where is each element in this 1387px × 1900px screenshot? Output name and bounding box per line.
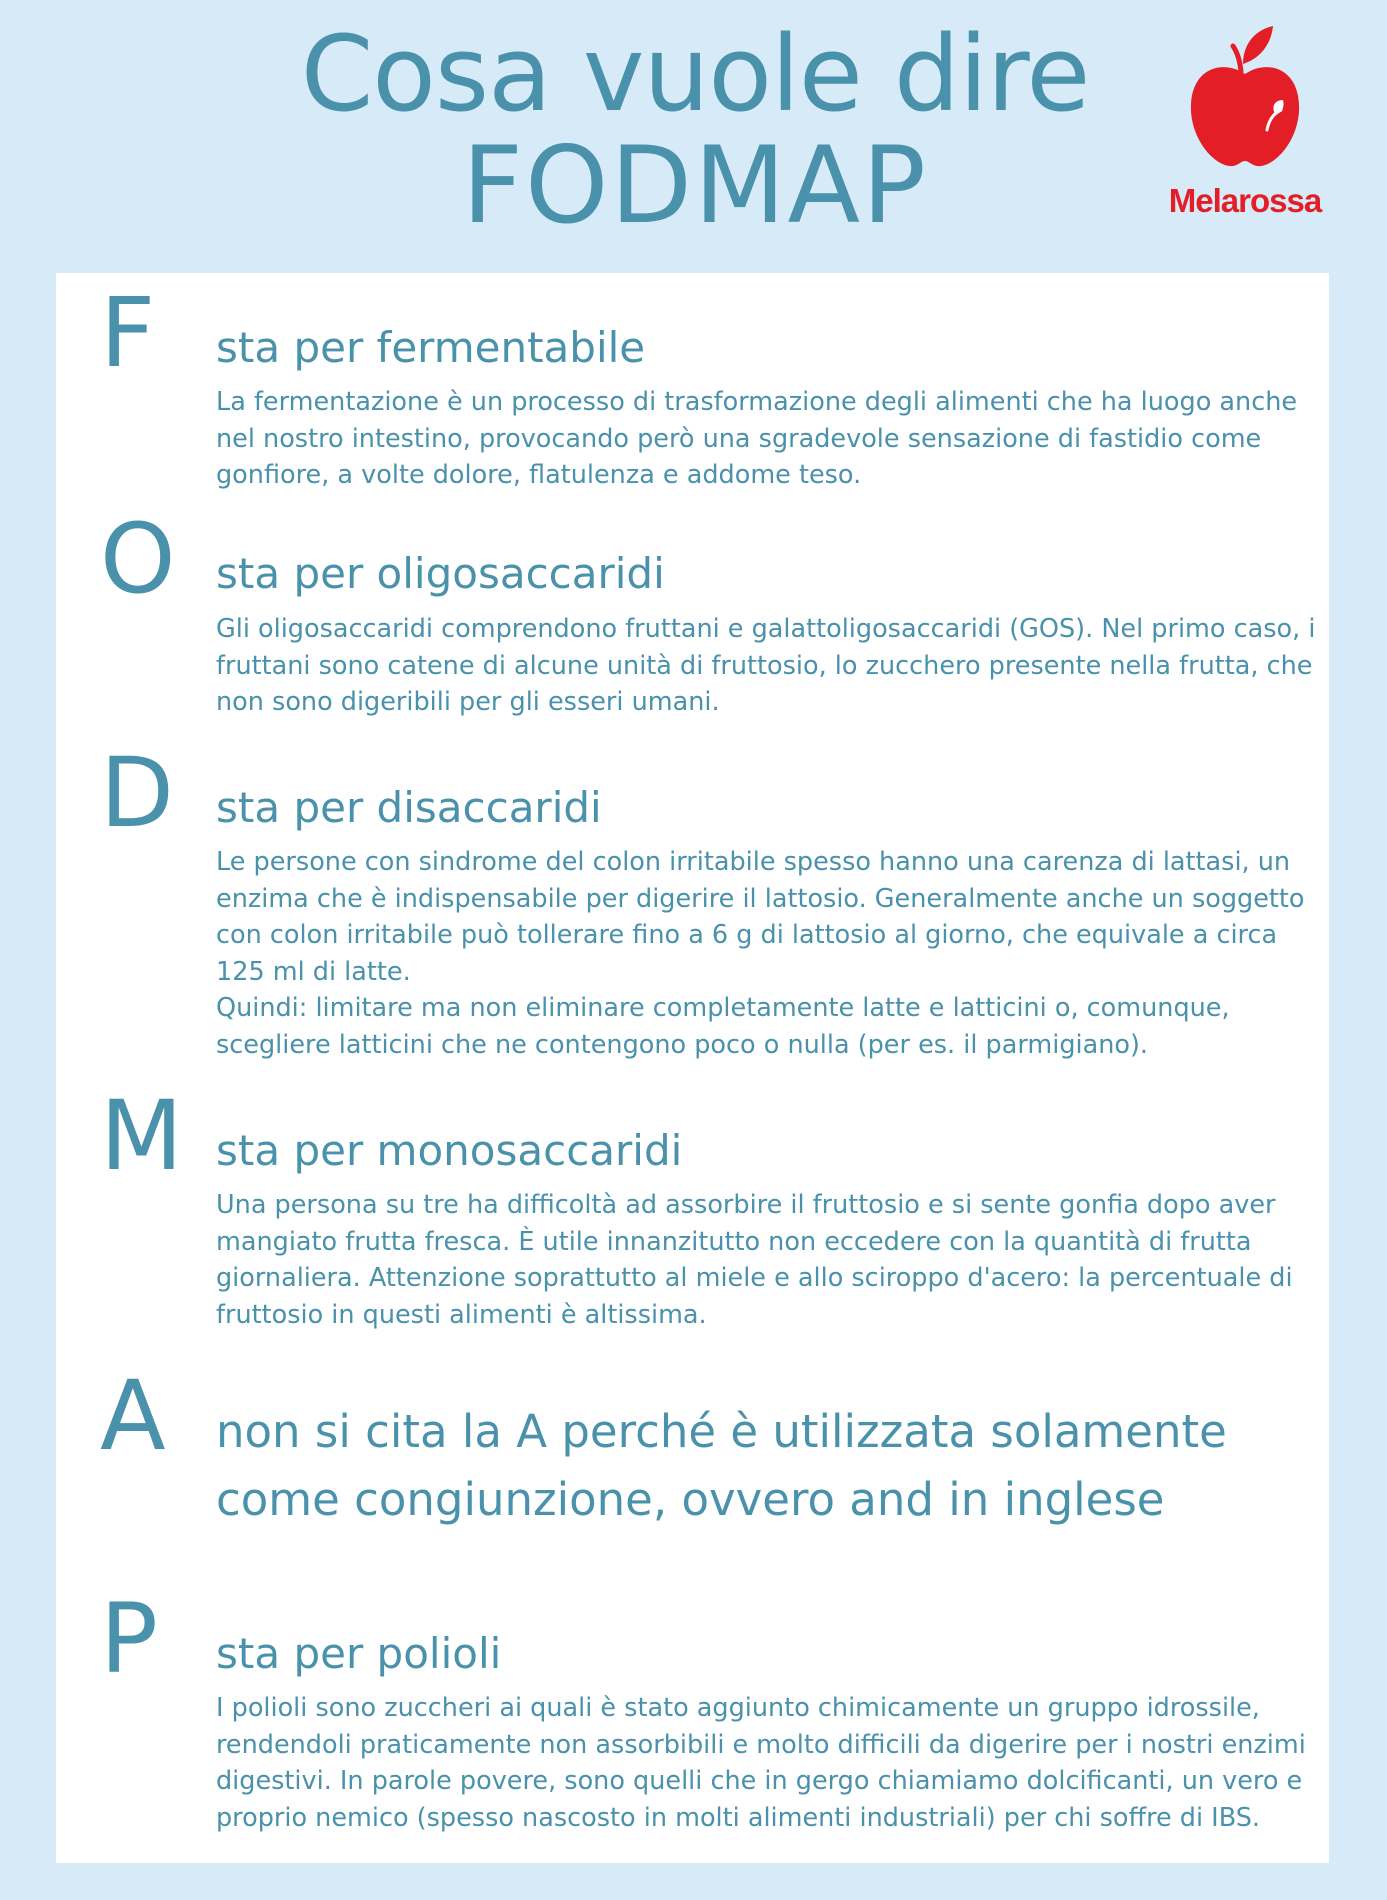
title-line-2: FODMAP bbox=[462, 124, 928, 247]
letter-a: A bbox=[100, 1360, 166, 1472]
letter-f: F bbox=[100, 277, 156, 389]
title-line-1: Cosa vuole dire bbox=[300, 13, 1090, 135]
apple-icon bbox=[1185, 22, 1305, 172]
section-heading-a: non si cita la A perché è utilizzata solamente come congiunzione, ovvero and in inglese bbox=[216, 1405, 1227, 1526]
section-heading-m: sta per monosaccaridi bbox=[216, 1126, 683, 1175]
section-heading-f: sta per fermentabile bbox=[216, 323, 646, 372]
section-body-m bbox=[216, 1187, 1326, 1333]
section-heading-o: sta per oligosaccaridi bbox=[216, 549, 665, 598]
section-heading-d: sta per disaccaridi bbox=[216, 783, 602, 832]
paragraph: Quindi: limitare ma non eliminare completamente latte e latticini o, comunque, scegliere latticini che ne contengono poco o nulla (per es. il parmigiano). bbox=[216, 993, 1230, 1060]
melarossa-logo bbox=[1150, 22, 1340, 222]
paragraph: Una persona su tre ha difficoltà ad assorbire il fruttosio e si sente gonfia dopo aver mangiato frutta fresca. È utile innanzitutto non eccedere con la quantità di frutta giornaliera. Attenzione soprattutto al miele e allo sciroppo d'acero: la percentuale di fruttosio in questi alimenti è altissima. bbox=[216, 1190, 1293, 1330]
brand-name: Melarossa bbox=[1168, 182, 1322, 219]
section-body-d bbox=[216, 844, 1326, 1063]
letter-o: O bbox=[100, 503, 176, 615]
letter-p: P bbox=[100, 1583, 158, 1695]
letter-d: D bbox=[100, 737, 174, 849]
letter-m: M bbox=[100, 1080, 183, 1192]
page-title bbox=[290, 13, 1100, 247]
section-heading-p: sta per polioli bbox=[216, 1629, 502, 1678]
paragraph: Le persone con sindrome del colon irritabile spesso hanno una carenza di lattasi, un enzima che è indispensabile per digerire il lattosio. Generalmente anche un soggetto con colon irritabile può tollerare fino a 6 g di lattosio al giorno, che equivale a circa 125 ml di latte. bbox=[216, 847, 1305, 987]
paragraph: Gli oligosaccaridi comprendono fruttani e galattoligosaccaridi (GOS). Nel primo caso, i fruttani sono catene di alcune unità di fruttosio, lo zucchero presente nella frutta, che non sono digeribili per gli esseri umani. bbox=[216, 614, 1316, 717]
section-body-o bbox=[216, 611, 1326, 721]
content-panel bbox=[56, 273, 1329, 1863]
section-body-p bbox=[216, 1690, 1326, 1836]
paragraph: I polioli sono zuccheri ai quali è stato aggiunto chimicamente un gruppo idrossile, rendendoli praticamente non assorbibili e molto difficili da digerire per i nostri enzimi digestivi. In parole povere, sono quelli che in gergo chiamiamo dolcificanti, un vero e proprio nemico (spesso nascosto in molti alimenti industriali) per chi soffre di IBS. bbox=[216, 1693, 1306, 1833]
paragraph: La fermentazione è un processo di trasformazione degli alimenti che ha luogo anche nel nostro intestino, provocando però una sgradevole sensazione di fastidio come gonfiore, a volte dolore, flatulenza e addome teso. bbox=[216, 387, 1298, 490]
section-body-f bbox=[216, 384, 1326, 494]
